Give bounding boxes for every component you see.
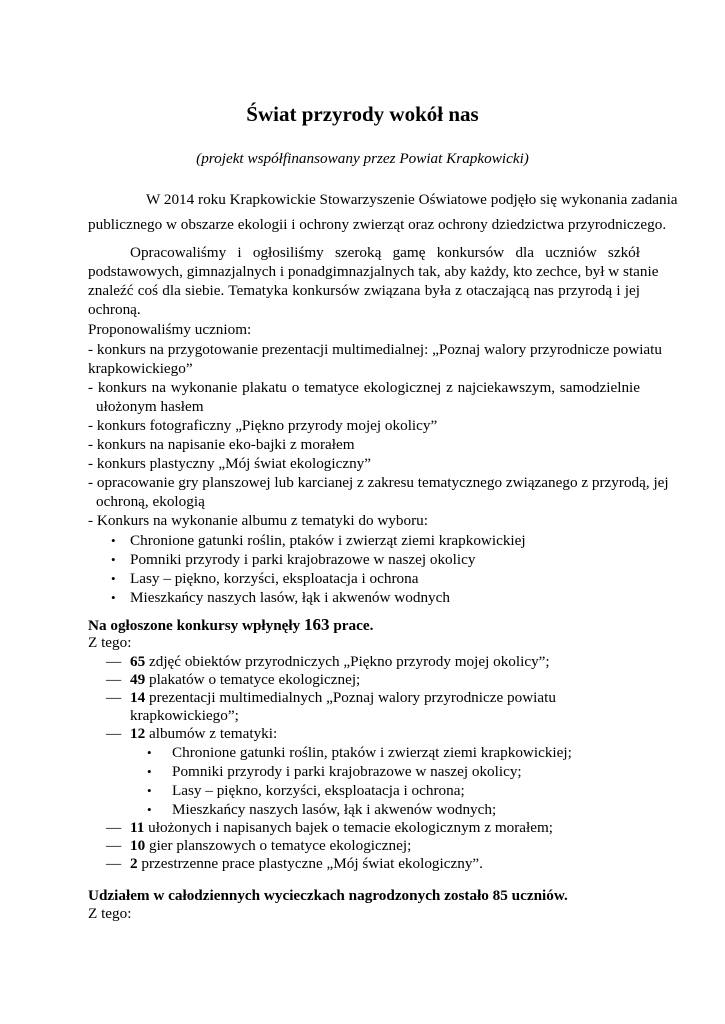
submission-text: gier planszowych o tematyce ekologicznej;	[145, 837, 412, 854]
submissions-heading	[88, 615, 373, 635]
intro-line: W 2014 roku Krapkowickie Stowarzyszenie Oświatowe podjęło się wykonania zadania	[146, 191, 678, 208]
submission-count: 65	[130, 653, 146, 670]
album-subitem: Mieszkańcy naszych lasów, łąk i akwenów wodnych;	[172, 801, 497, 818]
submission-item	[130, 854, 483, 873]
contest-item-cont: ułożonym hasłem	[96, 398, 204, 415]
dash-marker: —	[106, 689, 122, 706]
submissions-z-tego: Z tego:	[88, 634, 132, 651]
submission-text: zdjęć obiektów przyrodniczych „Piękno przyrody mojej okolicy”;	[145, 653, 550, 670]
contest-item-cont: ochroną, ekologią	[96, 493, 205, 510]
album-subitem: Chronione gatunki roślin, ptaków i zwierząt ziemi krapkowickiej;	[172, 744, 572, 761]
submission-count: 11	[130, 819, 145, 836]
page-subtitle: (projekt współfinansowany przez Powiat Krapkowicki)	[196, 150, 529, 167]
submission-item	[130, 670, 360, 689]
contest-item: - konkurs na przygotowanie prezentacji multimedialnej: „Poznaj walory przyrodnicze powiatu	[88, 341, 662, 358]
page-title: Świat przyrody wokół nas	[246, 102, 479, 126]
submission-item	[130, 818, 553, 837]
submission-item	[130, 652, 550, 671]
submission-count: 10	[130, 837, 146, 854]
submission-text: przestrzenne prace plastyczne „Mój świat ekologiczny”.	[137, 855, 483, 872]
bullet-icon: •	[147, 783, 152, 798]
contest-item: - konkurs plastyczny „Mój świat ekologiczny”	[88, 455, 372, 472]
dash-marker: —	[106, 653, 122, 670]
bullet-icon: •	[147, 802, 152, 817]
bullet-icon: •	[111, 571, 116, 586]
submission-item	[130, 688, 556, 707]
submission-text: albumów z tematyki:	[145, 725, 278, 742]
intro-line: podstawowych, gimnazjalnych i ponadgimnazjalnych tak, aby każdy, kto zechce, był w stanie	[88, 263, 659, 280]
submissions-total: 163	[304, 615, 330, 634]
submissions-heading-end: prace.	[329, 617, 374, 634]
bullet-icon: •	[111, 552, 116, 567]
album-topic: Mieszkańcy naszych lasów, łąk i akwenów wodnych	[130, 589, 450, 606]
bullet-icon: •	[147, 745, 152, 760]
submission-count: 2	[130, 855, 138, 872]
submission-item	[130, 836, 411, 855]
album-topic: Pomniki przyrody i parki krajobrazowe w naszej okolicy	[130, 551, 476, 568]
trips-heading: Udziałem w całodziennych wycieczkach nagrodzonych zostało 85 uczniów.	[88, 887, 568, 904]
contest-item: - opracowanie gry planszowej lub karcianej z zakresu tematycznego związanego z przyrodą, jej	[88, 474, 669, 491]
contest-item: - Konkurs na wykonanie albumu z tematyki do wyboru:	[88, 512, 428, 529]
trips-z-tego: Z tego:	[88, 905, 132, 922]
submission-text: plakatów o tematyce ekologicznej;	[145, 671, 361, 688]
submission-item	[130, 724, 277, 743]
submission-count: 49	[130, 671, 146, 688]
intro-line: znaleźć coś dla siebie. Tematyka konkursów związana była z otaczającą nas przyrodą i jej	[88, 282, 640, 299]
album-subitem: Pomniki przyrody i parki krajobrazowe w naszej okolicy;	[172, 763, 522, 780]
bullet-icon: •	[111, 533, 116, 548]
dash-marker: —	[106, 725, 122, 742]
intro-line: publicznego w obszarze ekologii i ochrony zwierząt oraz ochrony dziedzictwa przyrodniczego.	[88, 216, 667, 233]
album-subitem: Lasy – piękno, korzyści, eksploatacja i ochrona;	[172, 782, 465, 799]
intro-line: ochroną.	[88, 301, 141, 318]
dash-marker: —	[106, 837, 122, 854]
contest-item: - konkurs na wykonanie plakatu o tematyce ekologicznej z najciekawszym, samodzielnie	[88, 379, 640, 396]
dash-marker: —	[106, 819, 122, 836]
album-topic: Chronione gatunki roślin, ptaków i zwierząt ziemi krapkowickiej	[130, 532, 526, 549]
contest-item: - konkurs na napisanie eko-bajki z morałem	[88, 436, 355, 453]
proposed-heading: Proponowaliśmy uczniom:	[88, 321, 252, 338]
contest-item: - konkurs fotograficzny „Piękno przyrody mojej okolicy”	[88, 417, 438, 434]
submission-text: prezentacji multimedialnych „Poznaj walory przyrodnicze powiatu	[145, 689, 556, 706]
submission-count: 14	[130, 689, 146, 706]
album-topic: Lasy – piękno, korzyści, eksploatacja i ochrona	[130, 570, 419, 587]
submissions-heading-text: Na ogłoszone konkursy wpłynęły	[88, 617, 305, 634]
bullet-icon: •	[111, 590, 116, 605]
bullet-icon: •	[147, 764, 152, 779]
dash-marker: —	[106, 855, 122, 872]
intro-line: Opracowaliśmy i ogłosiliśmy szeroką gamę konkursów dla uczniów szkół	[130, 244, 640, 261]
contest-item-cont: krapkowickiego”	[88, 360, 193, 377]
dash-marker: —	[106, 671, 122, 688]
submission-count: 12	[130, 725, 146, 742]
submission-text: ułożonych i napisanych bajek o temacie ekologicznym z morałem;	[144, 819, 554, 836]
submission-item-cont: krapkowickiego”;	[130, 707, 239, 724]
